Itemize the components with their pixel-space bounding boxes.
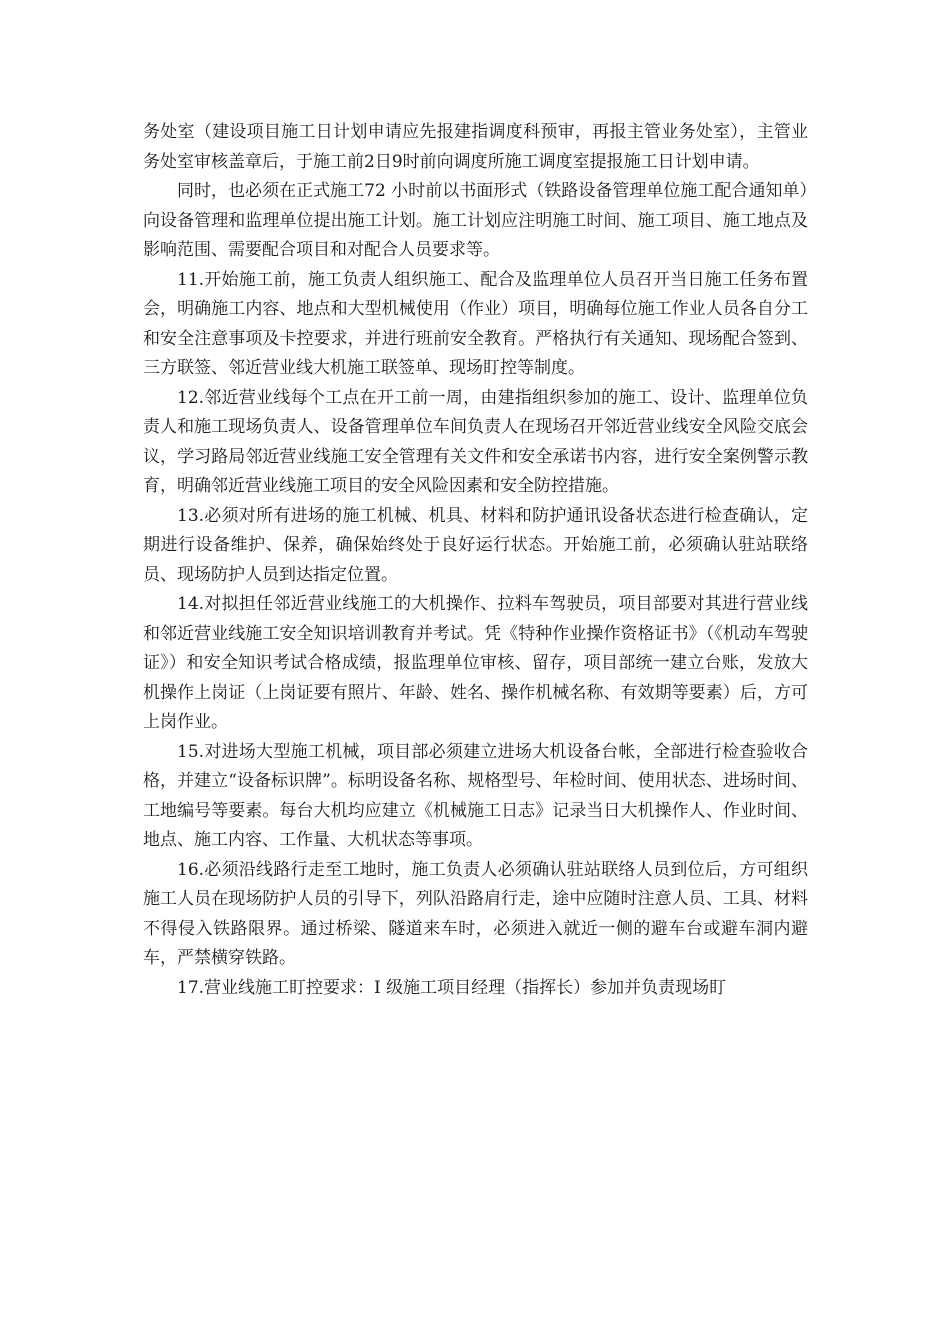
- paragraph-item-11: 11.开始施工前，施工负责人组织施工、配合及监理单位人员召开当日施工任务布置会，明确施工内容、地点和大型机械使用（作业）项目，明确每位施工作业人员各自分工和安全注意事项及卡控要求，并进行班前安全教育。严格执行有关通知、现场配合签到、三方联签、邻近营业线大机施工联签单、现场盯控等制度。: [143, 269, 808, 378]
- paragraph-item-15: 15.对进场大型施工机械，项目部必须建立进场大机设备台帐，全部进行检查验收合格，并建立“设备标识牌”。标明设备名称、规格型号、年检时间、使用状态、进场时间、工地编号等要素。每台大机均应建立《机械施工日志》记录当日大机操作人、作业时间、地点、施工内容、工作量、大机状态等事项。: [143, 741, 808, 850]
- paragraph-item-16: 16.必须沿线路行走至工地时，施工负责人必须确认驻站联络人员到位后，方可组织施工人员在现场防护人员的引导下，列队沿路肩行走，途中应随时注意人员、工具、材料不得侵入铁路限界。通过桥梁、隧道来车时，必须进入就近一侧的避车台或避车洞内避车，严禁横穿铁路。: [143, 859, 808, 968]
- document-body: [143, 118, 808, 1003]
- paragraph-item-13: 13.必须对所有进场的施工机械、机具、材料和防护通讯设备状态进行检查确认，定期进行设备维护、保养，确保始终处于良好运行状态。开始施工前，必须确认驻站联络员、现场防护人员到达指定位置。: [143, 505, 808, 585]
- paragraph-continuation: 务处室（建设项目施工日计划申请应先报建指调度科预审，再报主管业务处室），主管业务处室审核盖章后，于施工前2日9时前向调度所施工调度室提报施工日计划申请。: [143, 122, 808, 172]
- paragraph-simultaneous-plan: 同时，也必须在正式施工72 小时前以书面形式（铁路设备管理单位施工配合通知单）向设备管理和监理单位提出施工计划。施工计划应注明施工时间、施工项目、施工地点及影响范围、需要配合项目和对配合人员要求等。: [143, 181, 808, 260]
- paragraph-item-17: 17.营业线施工盯控要求：Ⅰ 级施工项目经理（指挥长）参加并负责现场盯: [177, 977, 727, 998]
- paragraph-item-14: 14.对拟担任邻近营业线施工的大机操作、拉料车驾驶员，项目部要对其进行营业线和邻近营业线施工安全知识培训教育并考试。凭《特种作业操作资格证书》（《机动车驾驶证》）和安全知识考试合格成绩，报监理单位审核、留存，项目部统一建立台账，发放大机操作上岗证（上岗证要有照片、年龄、姓名、操作机械名称、有效期等要素）后，方可上岗作业。: [143, 594, 808, 732]
- paragraph-item-12: 12.邻近营业线每个工点在开工前一周，由建指组织参加的施工、设计、监理单位负责人和施工现场负责人、设备管理单位车间负责人在现场召开邻近营业线安全风险交底会议，学习路局邻近营业线施工安全管理有关文件和安全承诺书内容，进行安全案例警示教育，明确邻近营业线施工项目的安全风险因素和安全防控措施。: [143, 387, 808, 496]
